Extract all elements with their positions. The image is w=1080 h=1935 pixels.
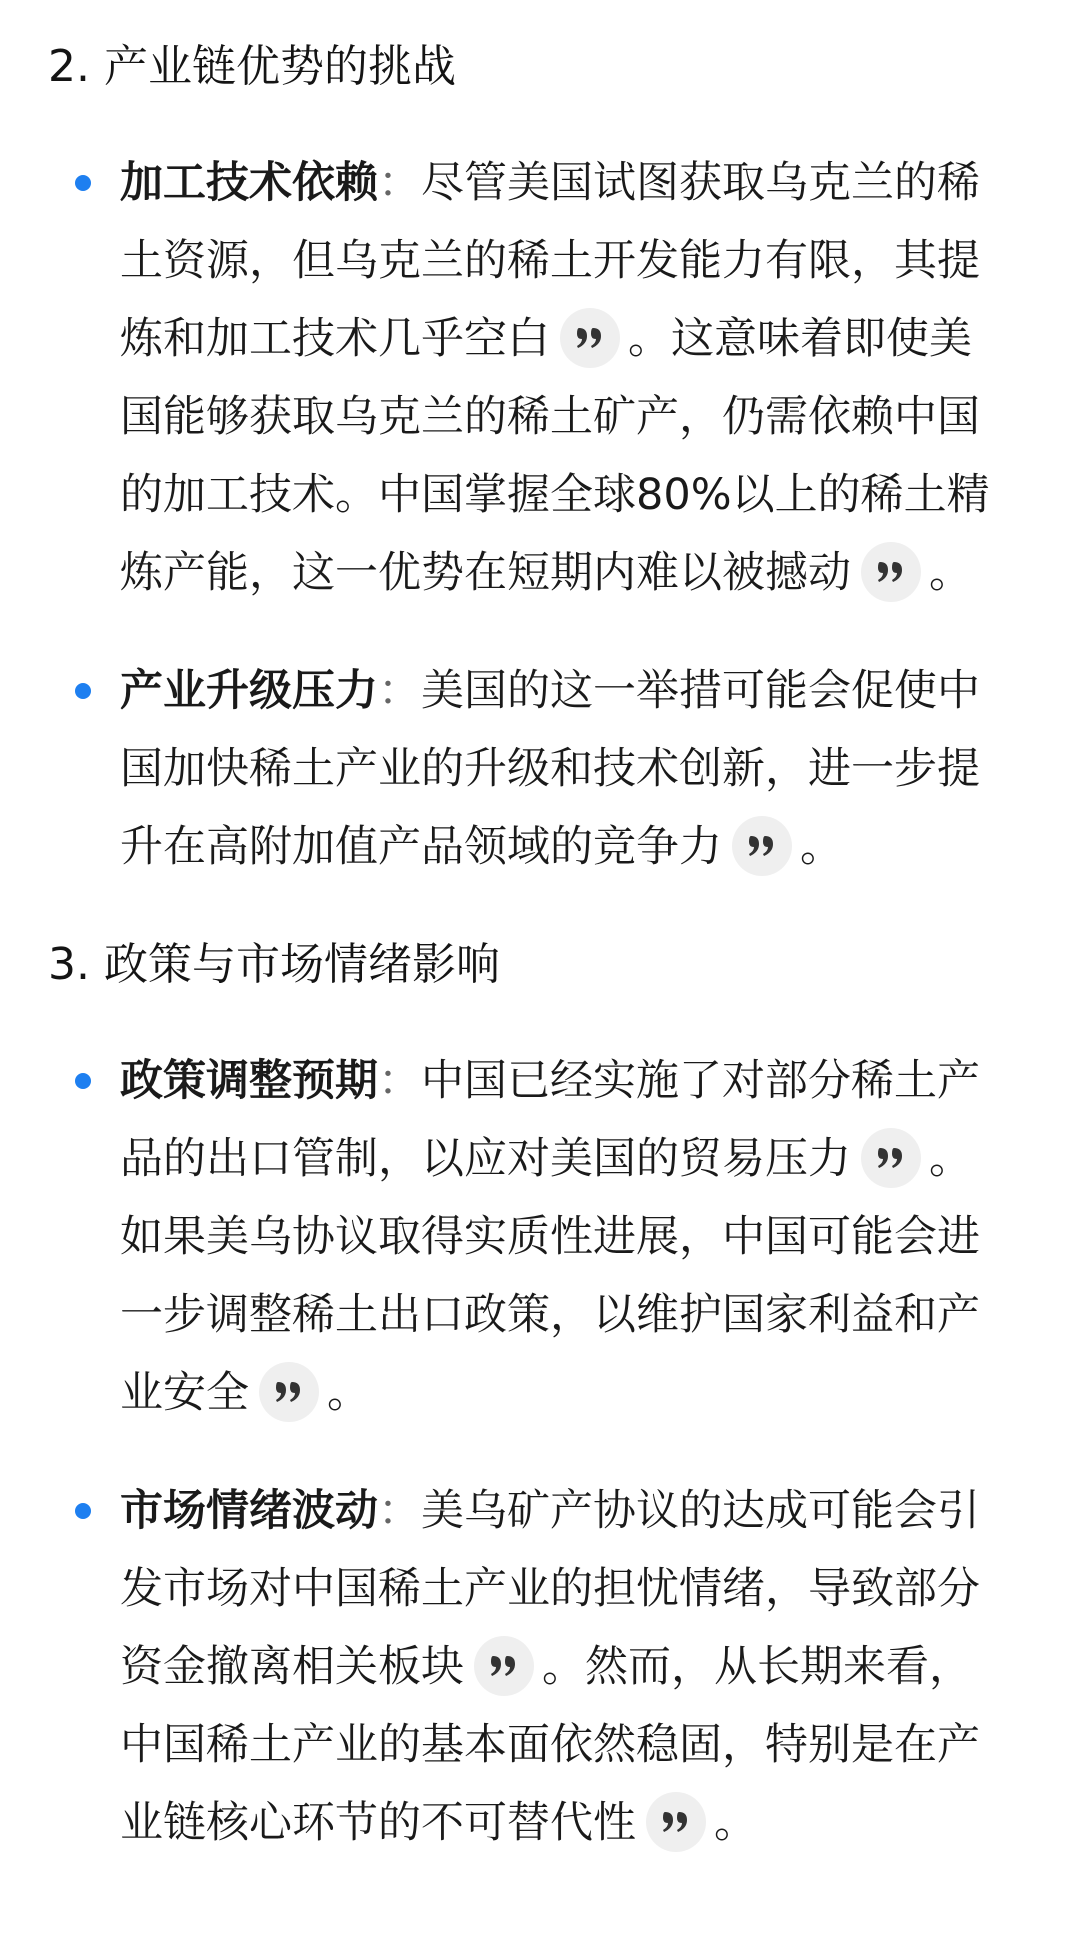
- bullet-text: 中国已经实施了对部分稀土产品的出口管制，以应对美国的贸易压力: [120, 1056, 980, 1184]
- bullet-colon: ：: [378, 1486, 421, 1536]
- bullet-text: 美国的这一举措可能会促使中国加快稀土产业的升级和技术创新，进一步提升在高附加值产品领域的竞争力: [120, 666, 980, 872]
- citation-quote-icon[interactable]: [861, 542, 921, 602]
- list-item: [48, 652, 1008, 886]
- bullet-list: [48, 1042, 1008, 1862]
- bullet-dot-icon: [75, 1503, 91, 1519]
- bullet-dot-icon: [75, 683, 91, 699]
- bullet-text: 尽管美国试图获取乌克兰的稀土资源，但乌克兰的稀土开发能力有限，其提炼和加工技术几乎空白: [120, 158, 980, 364]
- list-item: [48, 1042, 1008, 1432]
- list-item: [48, 144, 1008, 612]
- bullet-dot-icon: [75, 1073, 91, 1089]
- citation-quote-icon[interactable]: [259, 1362, 319, 1422]
- section-heading: 2. 产业链优势的挑战: [48, 41, 456, 92]
- citation-quote-icon[interactable]: [861, 1128, 921, 1188]
- bullet-colon: ：: [378, 1056, 421, 1106]
- bullet-text: 。: [327, 1368, 370, 1418]
- bullet-title: 市场情绪波动: [120, 1486, 378, 1536]
- bullet-title: 加工技术依赖: [120, 158, 378, 208]
- bullet-text: 。这意味着即使美国能够获取乌克兰的稀土矿产，仍需依赖中国的加工技术。中国掌握全球80%以上的稀土精炼产能，这一优势在短期内难以被撼动: [120, 314, 990, 598]
- bullet-text: 。如果美乌协议取得实质性进展，中国可能会进一步调整稀土出口政策，以维护国家利益和产业安全: [120, 1134, 980, 1418]
- bullet-title: 政策调整预期: [120, 1056, 378, 1106]
- list-item: [48, 1472, 1008, 1862]
- citation-quote-icon[interactable]: [732, 816, 792, 876]
- citation-quote-icon[interactable]: [474, 1636, 534, 1696]
- bullet-text: 。: [714, 1798, 757, 1848]
- bullet-colon: ：: [378, 158, 421, 208]
- bullet-text: 。然而，从长期来看，中国稀土产业的基本面依然稳固，特别是在产业链核心环节的不可替代性: [120, 1642, 980, 1848]
- citation-quote-icon[interactable]: [560, 308, 620, 368]
- bullet-text: 。: [800, 822, 843, 872]
- section-heading: 3. 政策与市场情绪影响: [48, 939, 500, 990]
- bullet-list: [48, 144, 1008, 886]
- bullet-text: 。: [929, 548, 972, 598]
- bullet-title: 产业升级压力: [120, 666, 378, 716]
- bullet-dot-icon: [75, 175, 91, 191]
- bullet-text: 美乌矿产协议的达成可能会引发市场对中国稀土产业的担忧情绪，导致部分资金撤离相关板块: [120, 1486, 980, 1692]
- bullet-colon: ：: [378, 666, 421, 716]
- citation-quote-icon[interactable]: [646, 1792, 706, 1852]
